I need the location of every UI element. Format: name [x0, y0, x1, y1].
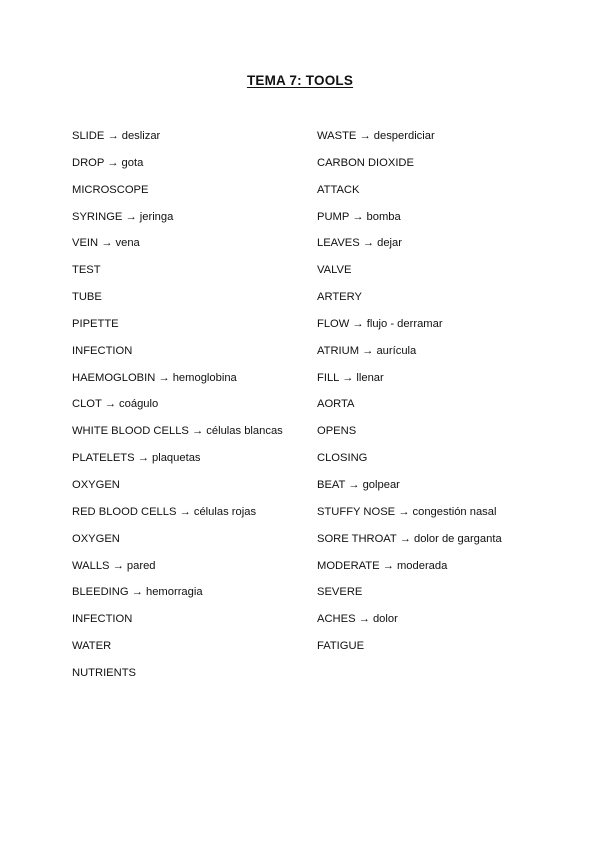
vocab-item: CLOT → coágulo: [72, 398, 159, 411]
vocab-item: LEAVES → dejar: [317, 237, 402, 250]
right-vocabulary-list: [317, 127, 567, 664]
vocab-item: SLIDE → deslizar: [72, 130, 161, 142]
vocab-item: VALVE: [317, 264, 352, 277]
vocab-item: FATIGUE: [317, 640, 365, 653]
vocab-item: CLOSING: [317, 452, 368, 465]
vocab-item: CARBON DIOXIDE: [317, 156, 414, 169]
left-vocabulary-list: [72, 127, 307, 691]
vocab-item: PIPETTE: [72, 317, 119, 330]
vocab-item: ARTERY: [317, 291, 362, 304]
vocab-item: AORTA: [317, 398, 355, 411]
vocab-item: TUBE: [72, 291, 102, 304]
vocab-item: MODERATE → moderada: [317, 559, 448, 572]
vocab-item: SEVERE: [317, 586, 363, 599]
vocab-item: WHITE BLOOD CELLS → células blancas: [72, 425, 283, 438]
vocab-item: FLOW → flujo - derramar: [317, 317, 443, 330]
vocab-item: MICROSCOPE: [72, 183, 149, 196]
vocab-item: ATRIUM → aurícula: [317, 344, 417, 357]
vocab-item: PLATELETS → plaquetas: [72, 452, 201, 465]
vocab-item: OPENS: [317, 425, 357, 438]
vocab-item: VEIN → vena: [72, 237, 140, 250]
vocab-item: DROP → gota: [72, 156, 144, 169]
vocab-item: NUTRIENTS: [72, 666, 137, 679]
vocab-item: ATTACK: [317, 183, 360, 196]
vocab-item: FILL → llenar: [317, 371, 384, 384]
vocab-item: BEAT → golpear: [317, 478, 400, 491]
vocab-item: STUFFY NOSE → congestión nasal: [317, 505, 497, 518]
vocab-item: OXYGEN: [72, 532, 120, 545]
vocab-item: ACHES → dolor: [317, 613, 398, 626]
vocab-item: WATER: [72, 640, 112, 653]
vocab-item: RED BLOOD CELLS → células rojas: [72, 505, 257, 518]
vocab-item: SORE THROAT → dolor de garganta: [317, 532, 502, 545]
page-title: TEMA 7: TOOLS: [246, 73, 354, 88]
vocab-item: PUMP → bomba: [317, 210, 401, 223]
vocab-item: SYRINGE → jeringa: [72, 210, 174, 223]
vocab-item: TEST: [72, 264, 101, 277]
vocab-item: BLEEDING → hemorragia: [72, 586, 203, 599]
vocab-item: OXYGEN: [72, 478, 120, 491]
vocab-item: WALLS → pared: [72, 559, 156, 572]
vocab-item: INFECTION: [72, 613, 133, 626]
vocab-item: HAEMOGLOBIN → hemoglobina: [72, 371, 237, 384]
vocab-item: INFECTION: [72, 344, 133, 357]
vocab-item: WASTE → desperdiciar: [317, 130, 435, 142]
